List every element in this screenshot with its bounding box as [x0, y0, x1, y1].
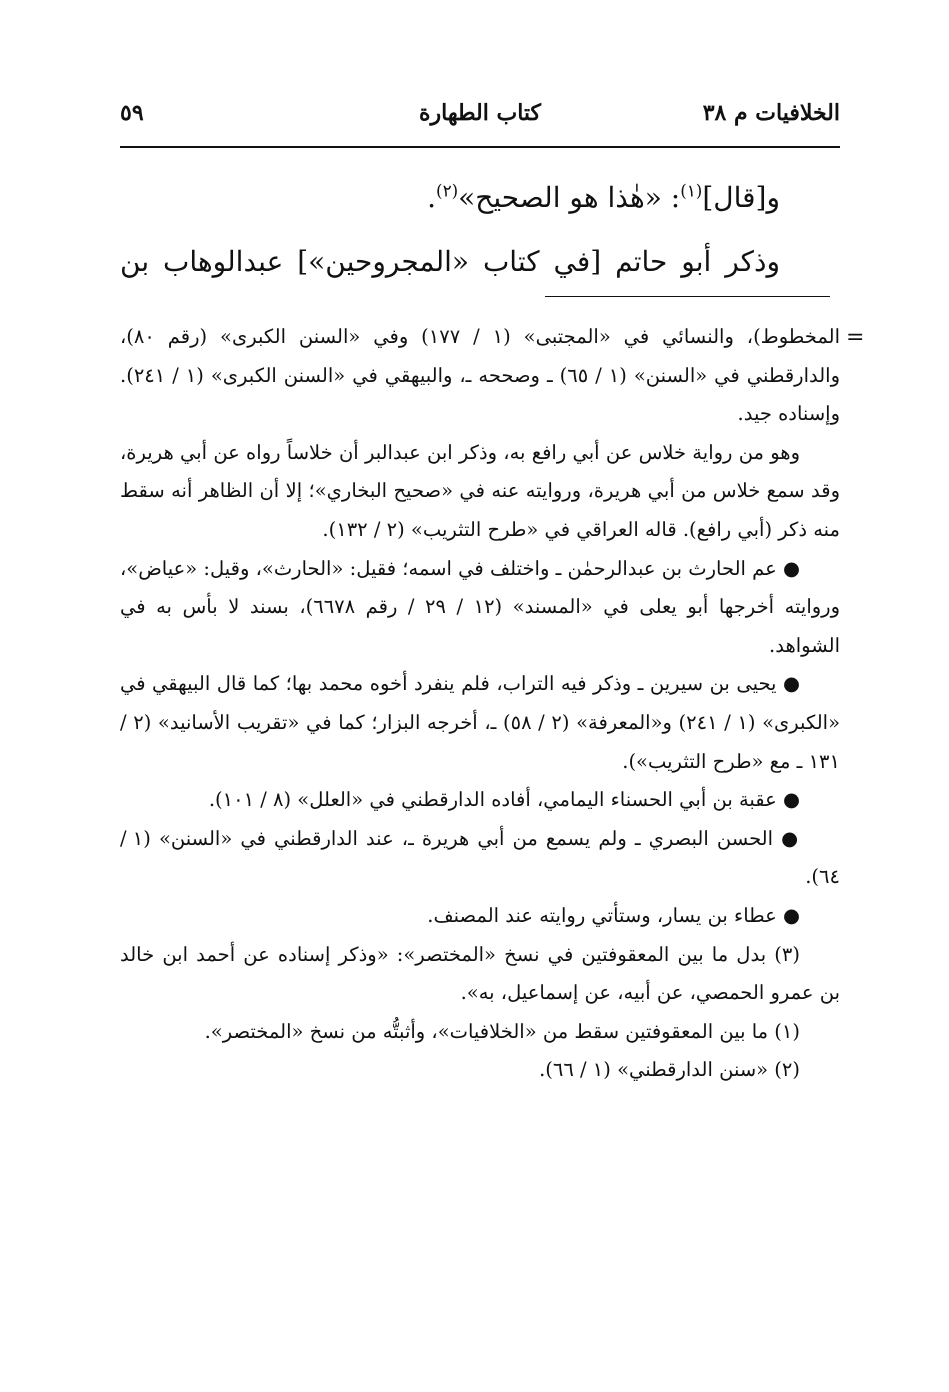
main-line-1: و[قال]$^{(١)}$: «هٰذا هو الصحيح»$^{(٢)}$.	[427, 180, 780, 214]
footnote-1: (١) ما بين المعقوفتين سقط من «الخلافيات»، وأثبتُّه من نسخ «المختصر».	[204, 1019, 800, 1043]
footnotes	[120, 318, 840, 1090]
section-title: كتاب الطهارة	[418, 100, 542, 126]
note-paragraph: ● يحيى بن سيرين ـ وذكر فيه التراب، فلم ينفرد أخوه محمد بها؛ كما قال البيهقي في «الكبرى» (١ / ٢٤١) و«المعرفة» (٢ / ٥٨) ـ، أخرجه البزار؛ كما في «تقريب الأسانيد» (٢ / ١٣١ ـ مع «طرح التثريب»).	[120, 672, 840, 773]
header-rule	[120, 146, 840, 148]
footnote-separator	[545, 296, 830, 297]
continuation-mark: =	[846, 325, 865, 350]
note-paragraph: ● عقبة بن أبي الحسناء اليمامي، أفاده الدارقطني في «العلل» (٨ / ١٠١).	[208, 788, 800, 812]
footnote-3: (٣) بدل ما بين المعقوفتين في نسخ «المختصر»: «وذكر إسناده عن أحمد ابن خالد بن عمرو الحمصي، عن أبيه، عن إسماعيل، به».	[120, 942, 840, 1005]
note-paragraph: المخطوط)، والنسائي في «المجتبى» (١ / ١٧٧) وفي «السنن الكبرى» (رقم ٨٠)، والدارقطني في «السنن» (١ / ٦٥) ـ وصححه ـ، والبيهقي في «السنن الكبرى» (١ / ٢٤١). وإسناده جيد.	[120, 325, 841, 426]
note-paragraph: وهو من رواية خلاس عن أبي رافع به، وذكر ابن عبدالبر أن خلاساً رواه عن أبي هريرة، وقد سمع خلاس من أبي هريرة، وروايته عنه في «صحيح البخاري»؛ إلا أن الظاهر أنه سقط منه ذكر (أبي رافع). قاله العراقي في «طرح التثريب» (٢ / ١٣٢).	[120, 440, 840, 541]
note-paragraph: ● عطاء بن يسار، وستأتي روايته عند المصنف.	[427, 903, 800, 927]
note-paragraph: ● عم الحارث بن عبدالرحمٰن ـ واختلف في اسمه؛ فقيل: «الحارث»، وقيل: «عياض»، وروايته أخرجها أبو يعلى في «المسند» (١٢ / ٢٩ / رقم ٦٦٧٨)، بسند لا بأس به في الشواهد.	[120, 556, 841, 657]
running-header	[120, 100, 840, 134]
main-line-2: وذكر أبو حاتم [في كتاب «المجروحين»] عبدالوهاب بن	[120, 245, 780, 278]
note-paragraph: ● الحسن البصري ـ ولم يسمع من أبي هريرة ـ، عند الدارقطني في «السنن» (١ / ٦٤).	[120, 826, 840, 889]
footnote-ref-1: (١)	[680, 180, 703, 201]
main-text	[120, 166, 780, 294]
footnote-ref-2: (٢)	[436, 180, 459, 201]
footnote-2: (٢) «سنن الدارقطني» (١ / ٦٦).	[539, 1058, 800, 1082]
page-number: ٥٩	[120, 100, 144, 126]
book-signature: الخلافيات م ٣٨	[702, 100, 840, 126]
